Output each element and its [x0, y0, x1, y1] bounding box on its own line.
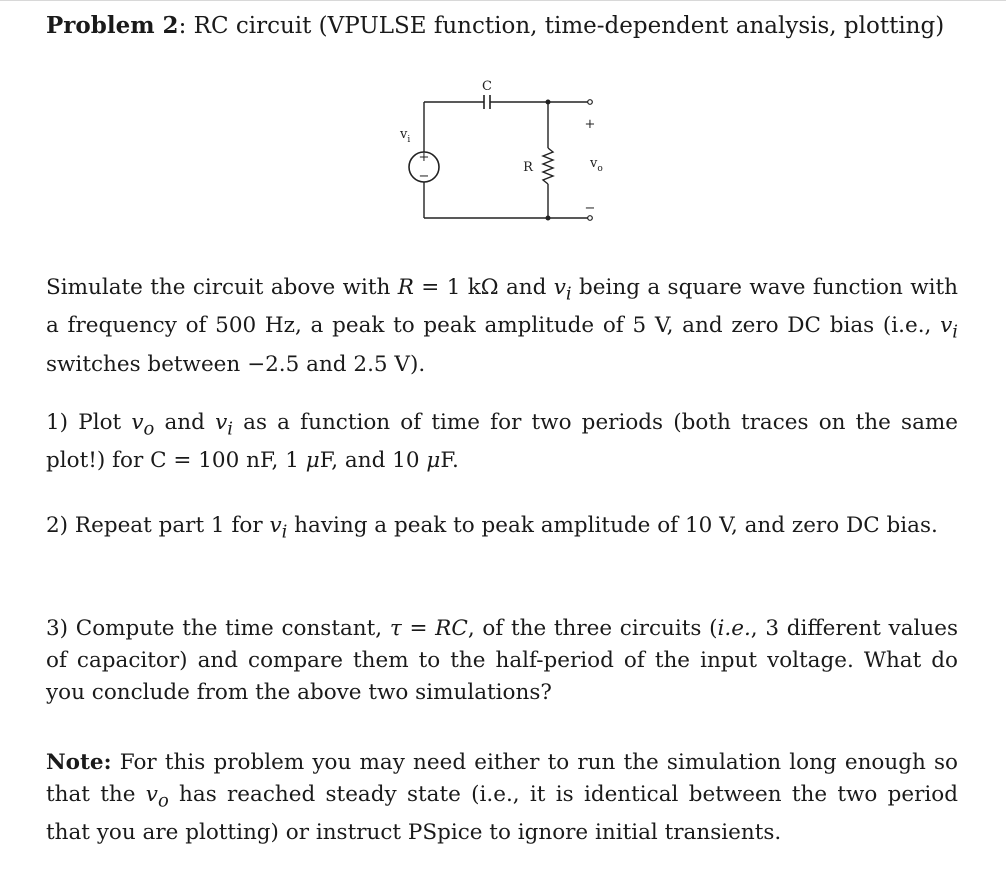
source-plus-sign: +	[418, 150, 430, 165]
problem-heading	[46, 10, 976, 42]
part3-paragraph: 3) Compute the time constant, τ = RC, of the three circuits (i.e., 3 different values of capacitor) and compare them to the half-period of the input voltage. What do you conclude from the above two simulations?	[46, 616, 958, 705]
part1-paragraph: 1) Plot $v_o$ and $v_i$ as a function of time for two periods (both traces on the same plot!) for C = 100 nF, 1 μF, and 10 μF.	[46, 410, 958, 474]
output-minus-sign: −	[584, 201, 596, 216]
problem-title: RC circuit (VPULSE function, time-dependent analysis, plotting)	[186, 13, 945, 39]
problem-label: Problem 2	[46, 12, 179, 39]
math-R: R	[397, 275, 414, 300]
source-minus-sign: −	[418, 169, 430, 184]
bottom-junction-dot	[546, 216, 551, 221]
output-label: $v_o$	[590, 156, 603, 174]
capacitor-label: C	[482, 79, 492, 94]
top-divider	[0, 0, 1006, 1]
rc-circuit-diagram	[380, 70, 640, 240]
source-label: $v_i$	[400, 127, 411, 145]
output-plus-sign: +	[584, 117, 596, 132]
output-terminal-top	[588, 100, 593, 105]
output-terminal-bottom	[588, 216, 593, 221]
resistor-icon	[543, 148, 553, 184]
problem-colon: :	[178, 13, 187, 39]
math-vi: v	[940, 313, 953, 339]
note-label: Note:	[46, 750, 112, 775]
resistor-label: R	[523, 160, 533, 175]
part2-paragraph: 2) Repeat part 1 for $v_i$ having a peak to peak amplitude of 10 V, and zero DC bias.	[46, 513, 938, 543]
note-paragraph: Note: For this problem you may need either to run the simulation long enough so that the $v_o$ has reached steady state (i.e., it is identical between the two period that you are plotting) or instruct PSpice to ignore initial transients.	[46, 750, 958, 846]
intro-paragraph: Simulate the circuit above with R = 1 kΩ and $v_i$ being a square wave function with a frequency of 500 Hz, a peak to peak amplitude of 5 V, and zero DC bias (i.e., $v_i$ switches between −2.5 and 2.5 V).	[46, 275, 958, 377]
math-vi: v	[553, 275, 566, 300]
